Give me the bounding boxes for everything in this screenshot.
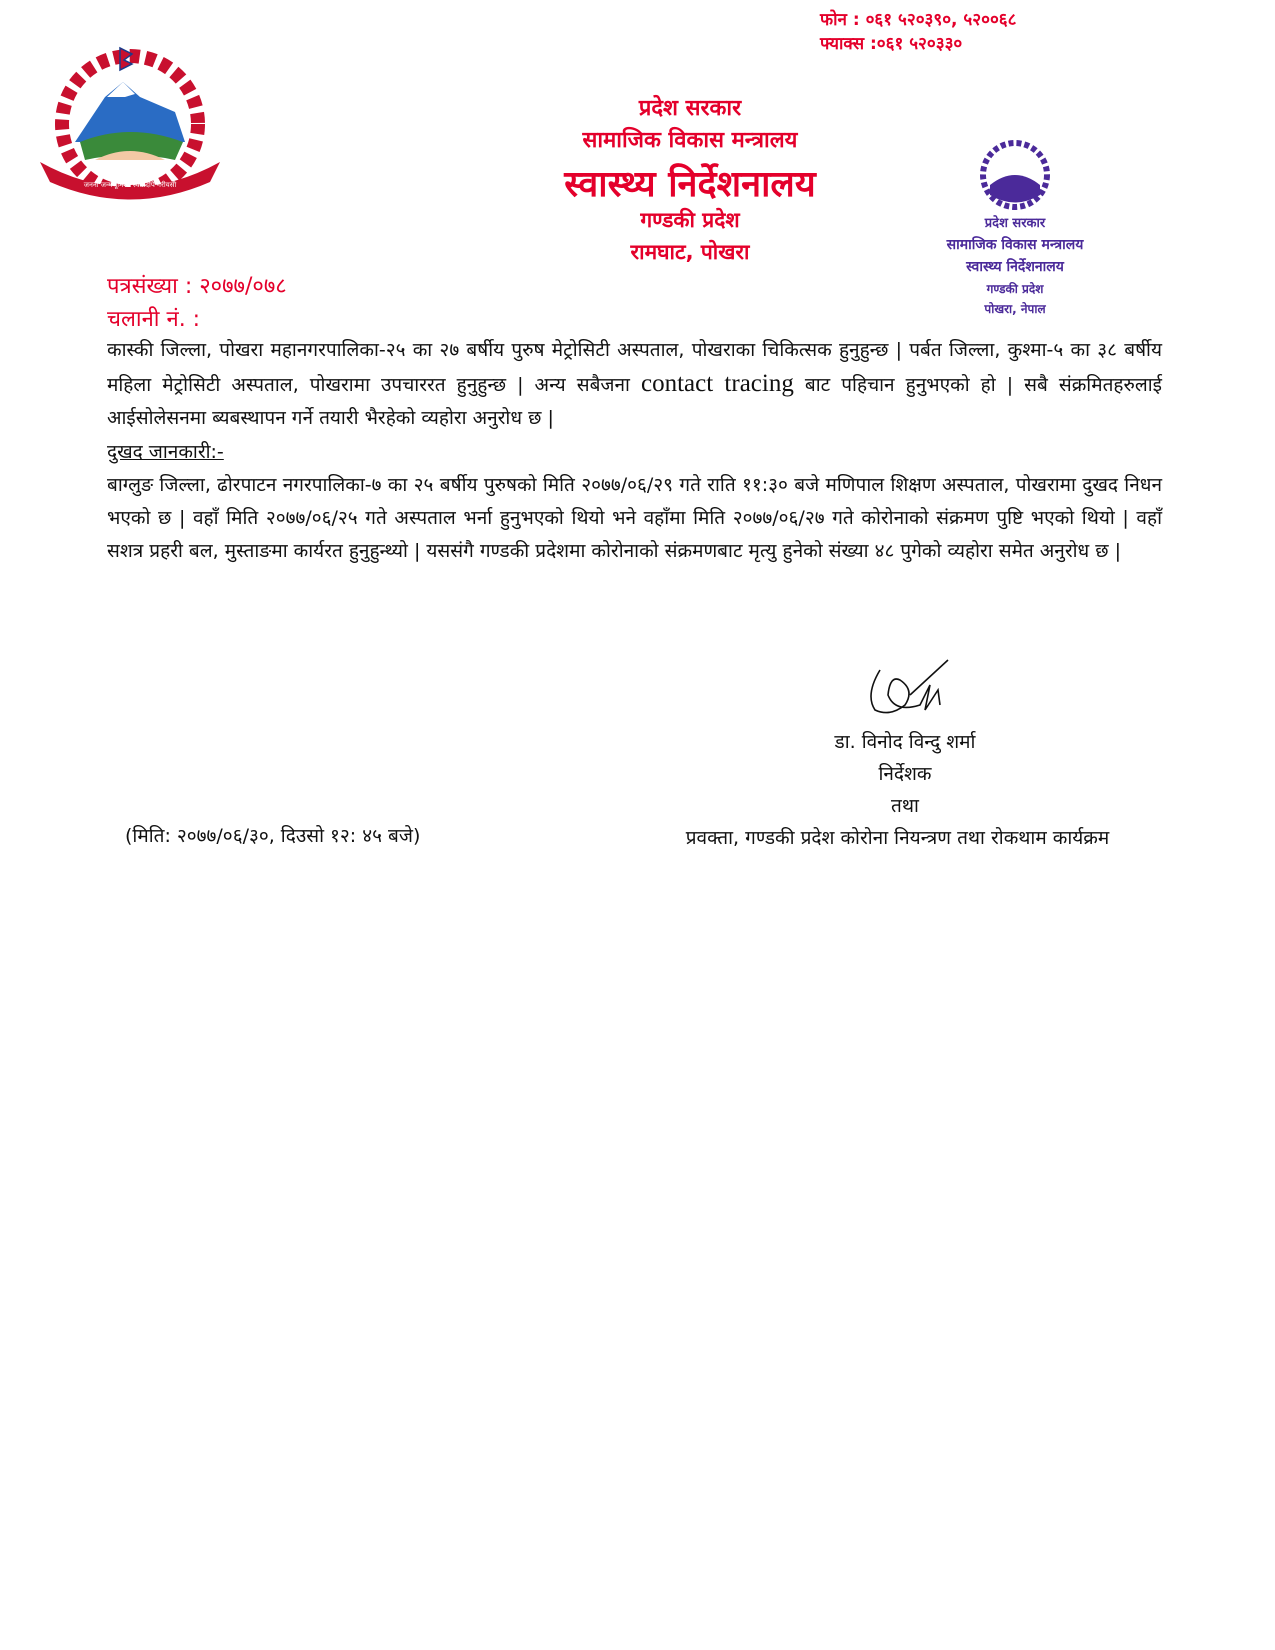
phone-numbers: फोन : ०६१ ५२०३९०, ५२००६८ (820, 10, 1017, 30)
stamp-line: पोखरा, नेपाल (984, 302, 1046, 316)
signatory-block (685, 726, 1110, 854)
fax-number: फ्याक्स :०६१ ५२०३३० (820, 34, 963, 54)
nepal-emblem-logo (35, 42, 225, 206)
paragraph-death: बाग्लुङ जिल्ला, ढोरपाटन नगरपालिका-७ का २५ बर्षीय पुरुषको मिति २०७७/०६/२९ गते राति ११:३० बजे मणिपाल शिक्षण अस्पताल, पोखरामा दुखद निधन भएको छ | वहाँ मिति २०७७/०६/२५ गते अस्पताल भर्ना हुनुभएको थियो भने वहाँमा मिति २०७७/०६/२७ गते कोरोनाको संक्रमण पुष्टि भएको थियो | वहाँ सशत्र प्रहरी बल, मुस्ताङमा कार्यरत हुनुहुन्थ्यो | यससंगै गण्डकी प्रदेशमा कोरोनाको संक्रमणबाट मृत्यु हुनेको संख्या ४८ पुगेको व्यहोरा समेत अनुरोध छ | (107, 474, 1162, 562)
official-stamp (900, 140, 1130, 325)
signatory-title: निर्देशक (878, 763, 932, 785)
emblem-motto: जननी जन्मभूमिश्च स्वर्गादपि गरीयसी (83, 181, 177, 189)
office-name: स्वास्थ्य निर्देशनालय (564, 164, 816, 205)
handwritten-signature (860, 655, 955, 724)
signatory-name: डा. विनोद विन्दु शर्मा (834, 731, 976, 753)
subheading-sad-news: दुखद जानकारी:- (107, 441, 224, 463)
stamp-line: गण्डकी प्रदेश (986, 282, 1044, 296)
office-address: रामघाट, पोखरा (630, 240, 750, 264)
signatory-conjunction: तथा (891, 795, 919, 817)
government-name: प्रदेश सरकार (638, 96, 742, 121)
stamp-line: प्रदेश सरकार (984, 216, 1046, 231)
signatory-role: प्रवक्ता, गण्डकी प्रदेश कोरोना नियन्त्रण तथा रोकथाम कार्यक्रम (685, 827, 1110, 849)
stamp-line: सामाजिक विकास मन्त्रालय (946, 237, 1084, 253)
stamp-emblem-icon (970, 140, 1060, 210)
dispatch-number: चलानी नं. : (107, 307, 201, 332)
contact-info (820, 8, 1016, 56)
paragraph-infections: कास्की जिल्ला, पोखरा महानगरपालिका-२५ का २७ बर्षीय पुरुष मेट्रोसिटी अस्पताल, पोखराका चिकित्सक हुनुहुन्छ | पर्बत जिल्ला, कुश्मा-५ का ३८ बर्षीय महिला मेट्रोसिटी अस्पताल, पोखरामा उपचाररत हुनुहुन्छ | अन्य सबैजना contact tracing बाट पहिचान हुनुभएको हो | सबै संक्रमितहरुलाई आईसोलेसनमा ब्यबस्थापन गर्ने तयारी भैरहेको व्यहोरा अनुरोध छ | (107, 339, 1162, 429)
ministry-name: सामाजिक विकास मन्त्रालय (582, 128, 798, 153)
province-name: गण्डकी प्रदेश (640, 208, 740, 232)
stamp-line: स्वास्थ्य निर्देशनालय (966, 259, 1064, 275)
letter-number: पत्रसंख्या : २०७७/०७८ (107, 274, 287, 299)
issue-date: (मिति: २०७७/०६/३०, दिउसो १२: ४५ बजे) (125, 825, 421, 847)
